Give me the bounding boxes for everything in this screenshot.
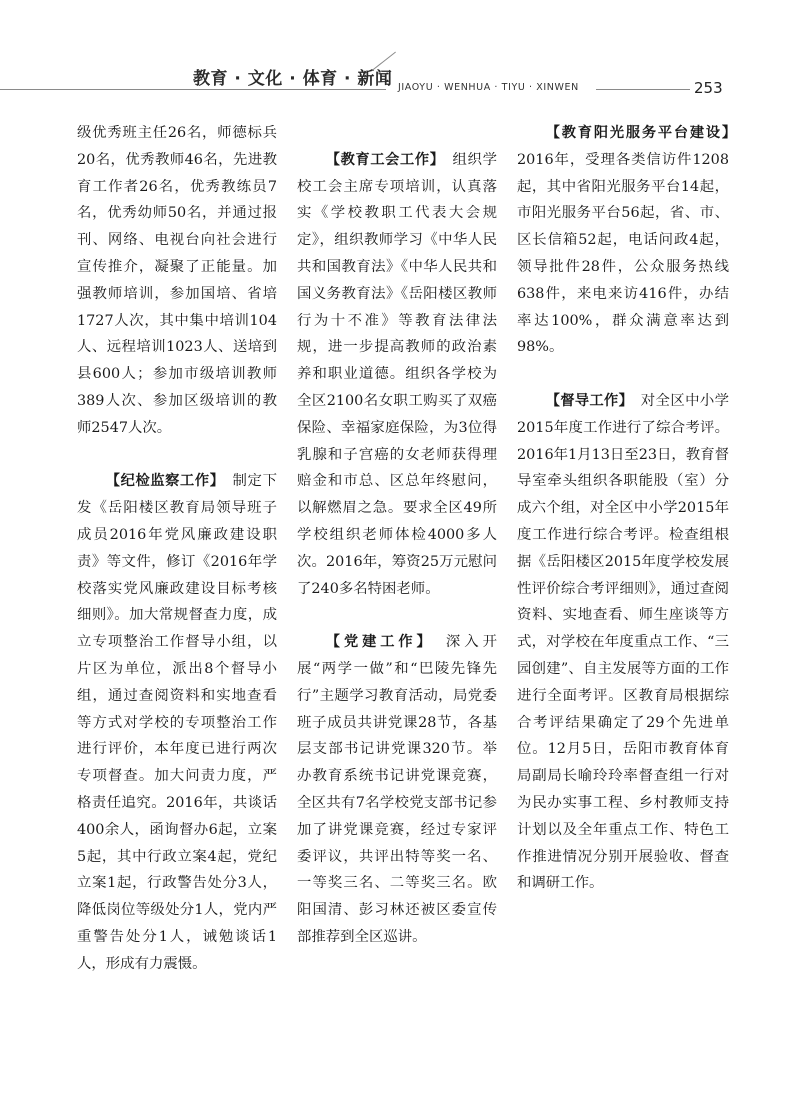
- section-education-union: [297, 147, 497, 603]
- header-rule-left: [0, 89, 386, 90]
- paragraph-continued: 级优秀班主任26名，师德标兵20名，优秀教师46名，先进教育工作者26名，优秀教练员7名，优秀幼师50名，并通过报刊、网络、电视台向社会进行宣传推介，凝聚了正能量。加强教师培训，参加国培、省培1727人次，其中集中培训104人、远程培训1023人、送培到县600人；参加市级培训教师389人次、参加区级培训的教师2547人次。: [77, 125, 277, 436]
- section-heading: 【督导工作】: [545, 392, 627, 409]
- section-body: 组织学校工会主席专项培训，认真落实《学校教职工代表大会规定》，组织教师学习《中华人民共和国教育法》《中华人民共和国义务教育法》《岳阳楼区教师行为十不准》等教育法律法规，进一步提高教师的政治素养和职业道德。组织各学校为全区2100名女职工购买了双癌保险、幸福家庭保险，为3位得乳腺和子宫癌的女老师获得理赔金和市总、区总年终慰问，以解燃眉之急。要求全区49所学校组织老师体检4000多人次。2016年，筹资25万元慰问了240多名特困老师。: [297, 151, 497, 597]
- section-title: 教育 · 文化 · 体育 · 新闻: [193, 69, 393, 89]
- text-column-2: [297, 120, 497, 951]
- page-number: 253: [694, 79, 723, 97]
- section-heading: 【纪检监察工作】: [105, 473, 218, 490]
- header-rule-right: [596, 89, 690, 90]
- section-party-building: [297, 629, 497, 951]
- section-heading: 【教育阳光服务平台建设】: [545, 125, 729, 141]
- section-body: 深入开展“两学一做”和“巴陵先锋先行”主题学习教育活动，局党委班子成员共讲党课28节，各基层支部书记讲党课320节。举办教育系统书记讲党课竞赛，全区共有7名学校党支部书记参加了讲党课竞赛，经过专家评委评议，共评出特等奖一名、一等奖三名、二等奖三名。欧阳国清、彭习林还被区委宣传部推荐到全区巡讲。: [297, 634, 497, 945]
- section-heading: 【党建工作】: [325, 634, 428, 651]
- text-column-3: [517, 120, 729, 897]
- section-sunshine-service-platform: [517, 120, 729, 361]
- section-title-pinyin: JIAOYU · WENHUA · TIYU · XINWEN: [398, 82, 579, 93]
- section-supervision: [517, 388, 729, 897]
- section-discipline-inspection: [77, 468, 277, 977]
- section-body: 2016年，受理各类信访件1208起，其中省阳光服务平台14起，市阳光服务平台56起，省、市、区长信箱52起，电话问政4起，领导批件28件，公众服务热线638件，来电来访416件，办结率达100%，群众满意率达到98%。: [517, 151, 729, 356]
- section-heading: 【教育工会工作】: [325, 151, 438, 168]
- text-column-1: [77, 120, 277, 978]
- section-body: 对全区中小学2015年度工作进行了综合考评。2016年1月13日至23日，教育督导室牵头组织各职能股（室）分成六个组，对全区中小学2015年度工作进行综合考评。检查组根据《岳阳楼区2015年度学校发展性评价综合考评细则》，通过查阅资料、实地查看、师生座谈等方式，对学校在年度重点工作、“三园创建”、自主发展等方面的工作进行全面考评。区教育局根据综合考评结果确定了29个先进单位。12月5日，岳阳市教育体育局副局长喻玲玲率督查组一行对为民办实事工程、乡村教师支持计划以及全年重点工作、特色工作推进情况分别开展验收、督查和调研工作。: [517, 392, 729, 892]
- section-body: 制定下发《岳阳楼区教育局领导班子成员2016年党风廉政建设职责》等文件，修订《2016年学校落实党风廉政建设目标考核细则》。加大常规督查力度，成立专项整治工作督导小组，以片区为单位，派出8个督导小组，通过查阅资料和实地查看等方式对学校的专项整治工作进行评价，本年度已进行两次专项督查。加大问责力度，严格责任追究。2016年，共谈话400余人，函询督办6起，立案5起，其中行政立案4起，党纪立案1起，行政警告处分3人，降低岗位等级处分1人，党内严重警告处分1人，诫勉谈话1人，形成有力震慑。: [77, 473, 277, 972]
